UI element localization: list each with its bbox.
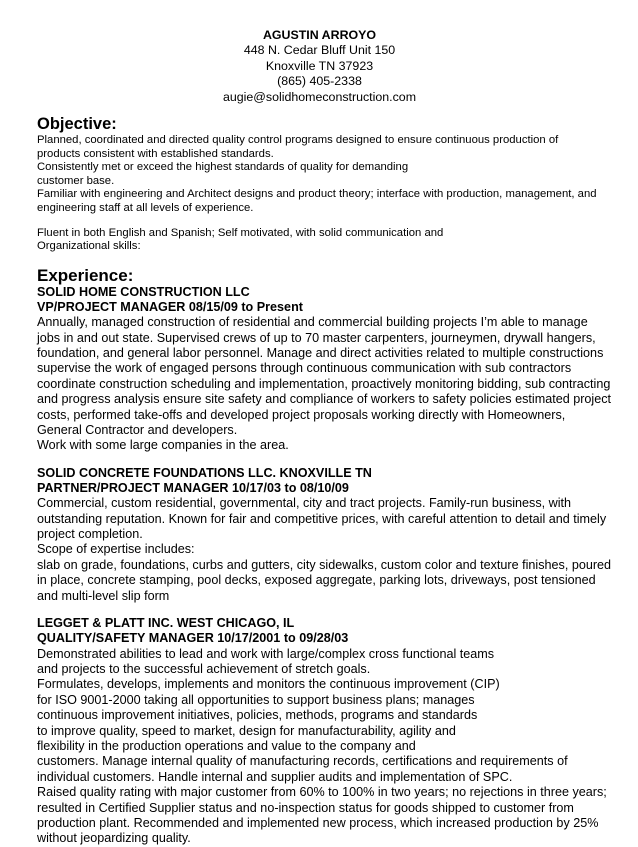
description-line: Annually, managed construction of residential and commercial building projects I’m able to manage xyxy=(37,315,588,330)
description-line: and progress analysis ensure site safety and compliance of workers to safety policies estimated project xyxy=(37,392,611,407)
resume-page xyxy=(37,28,612,847)
phone-number: (865) 405-2338 xyxy=(277,74,362,89)
description-line: Scope of expertise includes: xyxy=(37,542,195,557)
description-line: production plant. Recommended and implemented new process, which increased production by 25% xyxy=(37,815,599,830)
job-entry xyxy=(37,466,612,604)
objective-heading: Objective: xyxy=(37,115,117,134)
job-entry xyxy=(37,616,612,847)
description-line: in place, concrete stamping, pool decks, exposed aggregate, parking lots, driveways, post tensioned xyxy=(37,573,596,588)
email-address: augie@solidhomeconstruction.com xyxy=(222,89,417,104)
objective-line: Consistently met or exceed the highest standards of quality for demanding xyxy=(37,161,409,174)
description-line: jobs in and out state. Supervised crews of up to 70 master carpenters, journeymen, drywall hangers, xyxy=(37,330,596,345)
description-line: to improve quality, speed to market, design for manufacturability, agility and xyxy=(37,723,456,738)
company-name: LEGGET & PLATT INC. WEST CHICAGO, IL xyxy=(37,616,295,631)
objective-line: Familiar with engineering and Architect designs and product theory; interface with production, management, and xyxy=(37,188,597,201)
description-line: without jeopardizing quality. xyxy=(37,831,191,846)
job-description xyxy=(37,315,612,454)
spacer xyxy=(37,604,612,616)
objective-line: customer base. xyxy=(37,174,115,187)
description-line: individual customers. Handle internal and supplier audits and implementation of SPC. xyxy=(37,769,513,784)
job-title: QUALITY/SAFETY MANAGER 10/17/2001 to 09/28/03 xyxy=(37,631,349,646)
experience-heading: Experience: xyxy=(37,265,134,285)
company-name: SOLID HOME CONSTRUCTION LLC xyxy=(37,284,250,299)
description-line: Work with some large companies in the area. xyxy=(37,438,289,453)
job-title: PARTNER/PROJECT MANAGER 10/17/03 to 08/10/09 xyxy=(37,481,349,496)
objective-line: products consistent with established standards. xyxy=(37,147,274,160)
objective-line: Organizational skills: xyxy=(37,240,141,253)
address-line-2: Knoxville TN 37923 xyxy=(265,58,374,73)
description-line: Raised quality rating with major customer from 60% to 100% in two years; no rejections in three years; xyxy=(37,785,607,800)
description-line: and multi-level slip form xyxy=(37,588,170,603)
company-name: SOLID CONCRETE FOUNDATIONS LLC. KNOXVILLE TN xyxy=(37,465,372,480)
spacer xyxy=(37,216,612,227)
description-line: flexibility in the production operations and value to the company and xyxy=(37,738,416,753)
description-line: Formulates, develops, implements and monitors the continuous improvement (CIP) xyxy=(37,677,500,692)
objective-line: engineering staff at all levels of experience. xyxy=(37,202,254,214)
job-description xyxy=(37,496,612,604)
description-line: coordinate construction scheduling and implementation, proactively monitoring bidding, sub contracting xyxy=(37,376,611,391)
address-line-1: 448 N. Cedar Bluff Unit 150 xyxy=(243,43,396,58)
description-line: project completion. xyxy=(37,527,143,542)
description-line: slab on grade, foundations, curbs and gutters, city sidewalks, custom color and texture finishes, poured xyxy=(37,557,612,572)
description-line: Demonstrated abilities to lead and work with large/complex cross functional teams xyxy=(37,646,495,661)
description-line: continuous improvement initiatives, policies, methods, programs and standards xyxy=(37,708,478,723)
description-line: and projects to the successful achievement of stretch goals. xyxy=(37,661,371,676)
description-line: foundation, and general labor personnel. Manage and direct activities related to multiple constructions xyxy=(37,346,604,360)
objective-line: Fluent in both English and Spanish; Self motivated, with solid communication and xyxy=(37,226,444,239)
spacer xyxy=(37,454,612,466)
description-line: costs, performed take-offs and developed project proposals working directly with Homeowners, xyxy=(37,407,566,422)
objective-text xyxy=(37,134,612,254)
description-line: customers. Manage internal quality of manufacturing records, certifications and requirements of xyxy=(37,754,568,769)
job-entry xyxy=(37,285,612,454)
job-title: VP/PROJECT MANAGER 08/15/09 to Present xyxy=(37,299,303,314)
applicant-name: AGUSTIN ARROYO xyxy=(262,28,377,42)
description-line: outstanding reputation. Known for fair and competitive prices, with careful attention to detail and timely xyxy=(37,511,607,526)
description-line: for ISO 9001-2000 taking all opportunities to support business plans; manages xyxy=(37,692,475,707)
description-line: resulted in Certified Supplier status and no-inspection status for goods shipped to customer from xyxy=(37,800,574,815)
description-line: General Contractor and developers. xyxy=(37,423,238,438)
job-description xyxy=(37,647,612,847)
description-line: Commercial, custom residential, governmental, city and tract projects. Family-run business, with xyxy=(37,496,572,511)
contact-header xyxy=(27,28,612,105)
objective-line: Planned, coordinated and directed quality control programs designed to ensure continuous production of xyxy=(37,134,559,147)
description-line: supervise the work of engaged persons through continuous communication with sub contractors xyxy=(37,361,572,376)
